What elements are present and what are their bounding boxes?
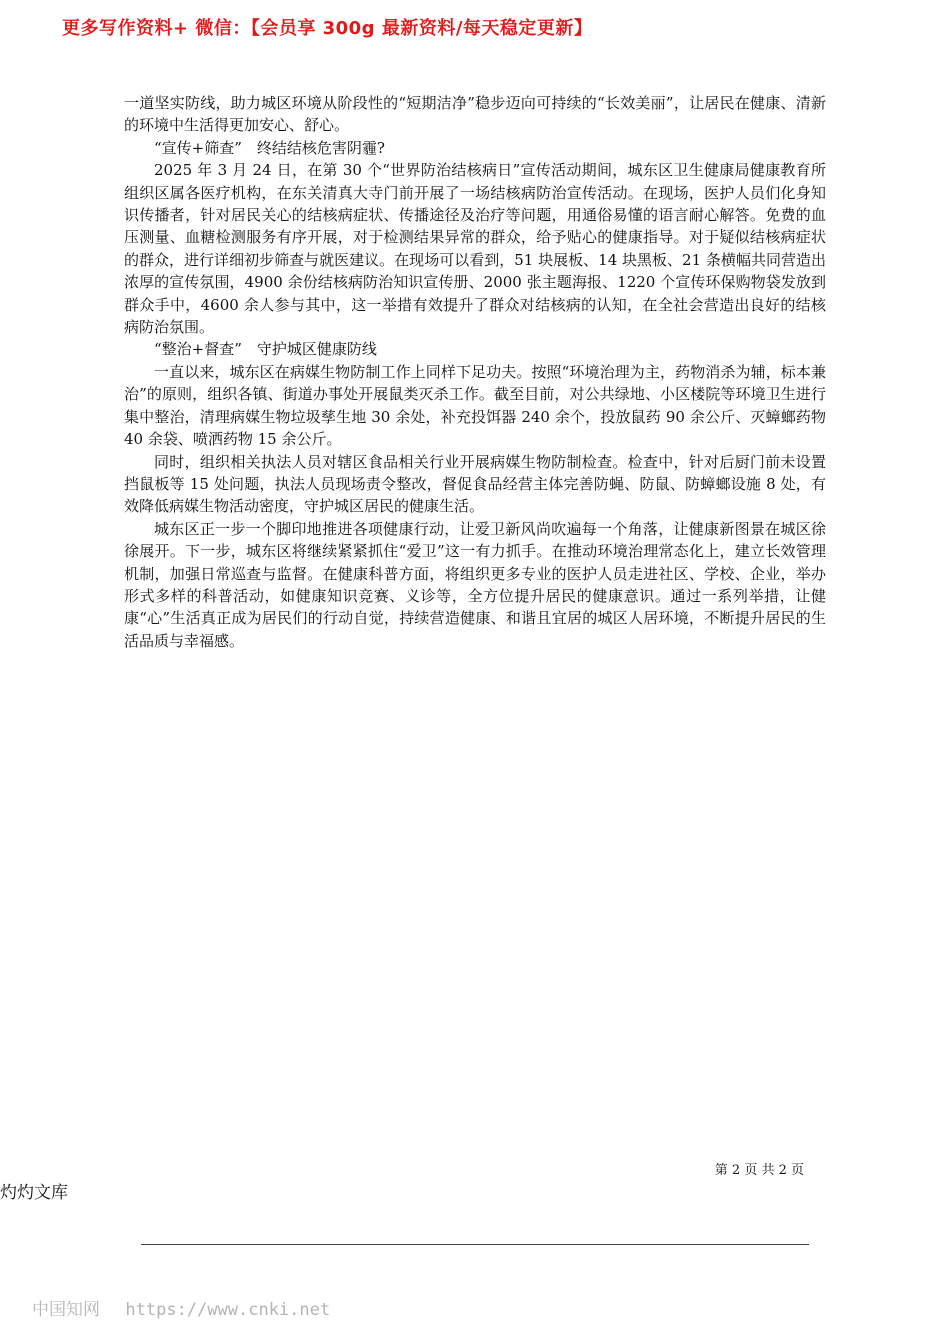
paragraph-vector-control: 一直以来，城东区在病媒生物防制工作上同样下足功夫。按照“环境治理为主，药物消杀为辅，标本兼治”的原则，组织各镇、街道办事处开展鼠类灭杀工作。截至目前，对公共绿地、小区楼院等环境卫生进行集中整治，清理病媒生物垃圾孳生地 30 余处，补充投饵器 240 余个，投放鼠药 90 余公斤、灭蟑螂药物 40 余袋、喷洒药物 15 余公斤。 bbox=[124, 362, 826, 449]
paragraph-continuation: 一道坚实防线，助力城区环境从阶段性的“短期洁净”稳步迈向可持续的“长效美丽”，让居民在健康、清新的环境中生活得更加安心、舒心。 bbox=[124, 94, 826, 135]
section-heading-rectification-inspection: “整治+督查” 守护城区健康防线 bbox=[154, 340, 377, 359]
paragraph-tb-campaign: 2025 年 3 月 24 日，在第 30 个“世界防治结核病日”宣传活动期间，城东区卫生健康局健康教育所组织区属各医疗机构，在东关清真大寺门前开展了一场结核病防治宣传活动。在现场，医护人员们化身知识传播者，针对居民关心的结核病症状、传播途径及治疗等问题，用通俗易懂的语言耐心解答。免费的血压测量、血糖检测服务有序开展，对于检测结果异常的群众，给予贴心的健康指导。对于疑似结核病症状的群众，进行详细初步筛查与就医建议。在现场可以看到，51 块展板、14 块黑板、21 条横幅共同营造出浓厚的宣传氛围，4900 余份结核病防治知识宣传册、2000 张主题海报、1220 个宣传环保购物袋发放到群众手中，4600 余人参与其中，这一举措有效提升了群众对结核病的认知，在全社会营造出良好的结核病防治氛围。 bbox=[124, 161, 826, 337]
watermark-site-name: 中国知网 bbox=[32, 1300, 100, 1320]
page-number: 第 2 页 共 2 页 bbox=[714, 1163, 804, 1178]
watermark-url: https://www.cnki.net bbox=[125, 1300, 331, 1320]
source-watermark bbox=[32, 1295, 330, 1320]
article-body bbox=[124, 92, 826, 652]
footer-divider bbox=[141, 1244, 809, 1245]
paragraph-next-steps: 城东区正一步一个脚印地推进各项健康行动，让爱卫新风尚吹遍每一个角落，让健康新图景在城区徐徐展开。下一步，城东区将继续紧紧抓住“爱卫”这一有力抓手。在推动环境治理常态化上，建立长效管理机制，加强日常巡查与监督。在健康科普方面，将组织更多专业的医护人员走进社区、学校、企业，举办形式多样的科普活动，如健康知识竞赛、义诊等，全方位提升居民的健康意识。通过一系列举措，让健康“心”生活真正成为居民们的行动自觉，持续营造健康、和谐且宜居的城区人居环境，不断提升居民的生活品质与幸福感。 bbox=[124, 519, 826, 650]
promo-banner: 更多写作资料+ 微信：【会员享 300g 最新资料/每天稳定更新】 bbox=[62, 18, 593, 39]
library-name: 灼灼文库 bbox=[0, 1183, 68, 1203]
paragraph-food-inspection: 同时，组织相关执法人员对辖区食品相关行业开展病媒生物防制检查。检查中，针对后厨门前未设置挡鼠板等 15 处问题，执法人员现场责令整改，督促食品经营主体完善防蝇、防鼠、防蟑螂设施 8 处，有效降低病媒生物活动密度，守护城区居民的健康生活。 bbox=[124, 452, 826, 516]
section-heading-publicity-screening: “宣传+筛查” 终结结核危害阴霾? bbox=[154, 138, 385, 157]
